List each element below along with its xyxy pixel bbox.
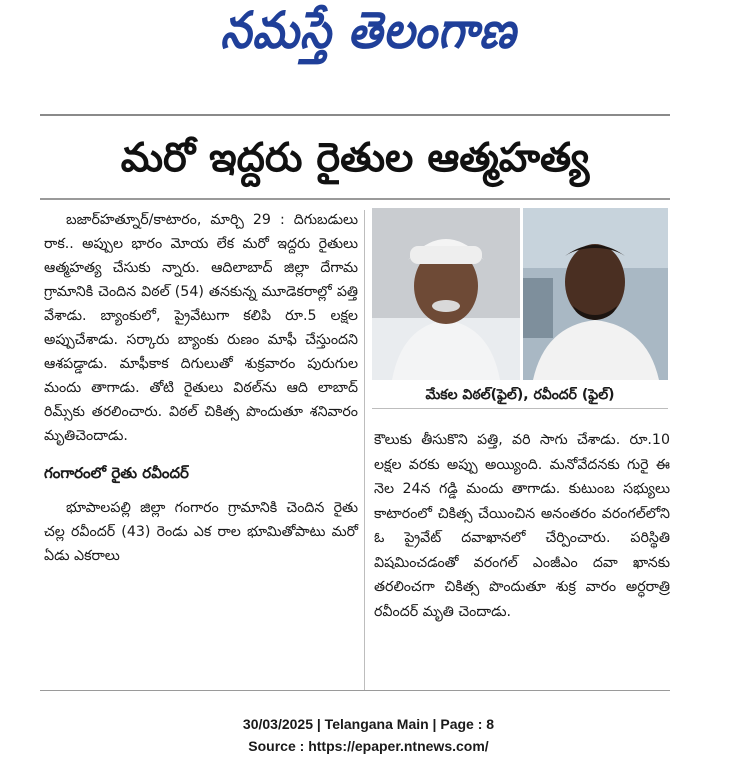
text-line: మనోవేదనకు గురై ఈ నెల 24న గడ్డి మందు (374, 456, 670, 497)
text-line: మందు తాగాడు. తోటి రైతులు విఠల్‌ను ఆది (44, 380, 308, 396)
bottom-rule (40, 690, 670, 691)
text-line: రూ.5 లక్షల అప్పుచేశాడు. సర్కారు బ్యాంకు (44, 308, 358, 348)
article-left-column (44, 208, 358, 568)
photo-ravinder (523, 208, 668, 380)
text-line: లేక మరో ఇద్దరు రైతులు ఆత్మహత్య చేసుకు (44, 236, 358, 276)
text-line: పొందుతూ శనివారం మృతిచెందాడు. (44, 404, 358, 444)
text-line: దిగుబడులు రాక.. అప్పుల భారం మోయ (44, 212, 358, 252)
text-line: ఖానకు తరలించగా చికిత్స పొందుతూ శుక్ర (374, 554, 671, 595)
article-paragraph-1 (44, 208, 358, 448)
footer-date-page: 30/03/2025 | Telangana Main | Page : 8 (242, 716, 495, 732)
photo-caption: మేకల విఠల్(ఫైల్), రవీందర్ (ఫైల్) (372, 382, 668, 409)
text-line: పత్తి వేశాడు. బ్యాంకులో, ప్రైవేటుగా కలిపి (44, 284, 358, 324)
headline-text: మరో ఇద్దరు రైతుల ఆత్మహత్య (120, 135, 590, 181)
portrait-vithal-image (372, 208, 520, 380)
article-subhead: గంగారంలో రైతు రవీందర్ (44, 464, 189, 482)
text-line: రూ.10 లక్షల వరకు అప్పు అయ్యింది. (374, 432, 670, 473)
text-line: రుణం మాఫీ చేస్తుందని ఆశపడ్డాడు. (44, 332, 358, 372)
text-line: విషమించడంతో వరంగల్ ఎంజీఎం దవా (374, 554, 618, 571)
text-line: న్నారు. ఆదిలాబాద్ జిల్లా దేగామ గ్రామానికి (44, 260, 359, 300)
masthead (0, 1, 737, 76)
text-line: ఓ ప్రైవేట్ దవాఖానలో చేర్పించారు. పరిస్థితి (374, 530, 670, 546)
article-paragraph-3 (374, 428, 670, 624)
portrait-ravinder-image (523, 208, 668, 380)
photo-strip (372, 208, 668, 380)
article-right-column (374, 428, 670, 624)
photo-vithal (372, 208, 520, 380)
text-line: బజార్‌హత్నూర్/కాటారం, మార్చి 29 : (66, 212, 285, 228)
text-line: చెందిన విఠల్ (54) తనకున్న మూడెకరాల్లో (98, 284, 332, 300)
text-line: లాబాద్ రిమ్స్‌కు తరలించారు. విఠల్ చికిత్స (44, 380, 359, 420)
article-paragraph-2 (44, 496, 358, 568)
text-line: వారం అర్ధరాత్రి రవీందర్ మృతి చెందాడు. (374, 579, 671, 620)
top-rule (40, 114, 670, 116)
text-line: తాగాడు. కుటుంబ సభ్యులు కాటారంలో (374, 481, 670, 522)
column-divider (364, 210, 365, 690)
text-line: చికిత్స చేయించిన అనంతరం వరంగల్‌లోని (437, 505, 670, 522)
text-line: రాల భూమితోపాటు మరో ఏడు ఎకరాలు (44, 524, 358, 564)
footer-source: Source : https://epaper.ntnews.com/ (248, 738, 489, 754)
text-line: భూపాలపల్లి జిల్లా గంగారం గ్రామానికి (66, 500, 278, 516)
headline (40, 118, 670, 198)
text-line: మాఫీకాక దిగులుతో శుక్రవారం పురుగుల (119, 356, 358, 372)
masthead-title: నమస్తే తెలంగాణ (220, 1, 517, 60)
headline-rule (40, 198, 670, 200)
text-line: చెందిన రైతు చల్ల రవీందర్ (43) రెండు ఎక (44, 500, 358, 540)
text-line: కౌలుకు తీసుకొని పత్తి, వరి సాగు చేశాడు. (374, 432, 621, 448)
